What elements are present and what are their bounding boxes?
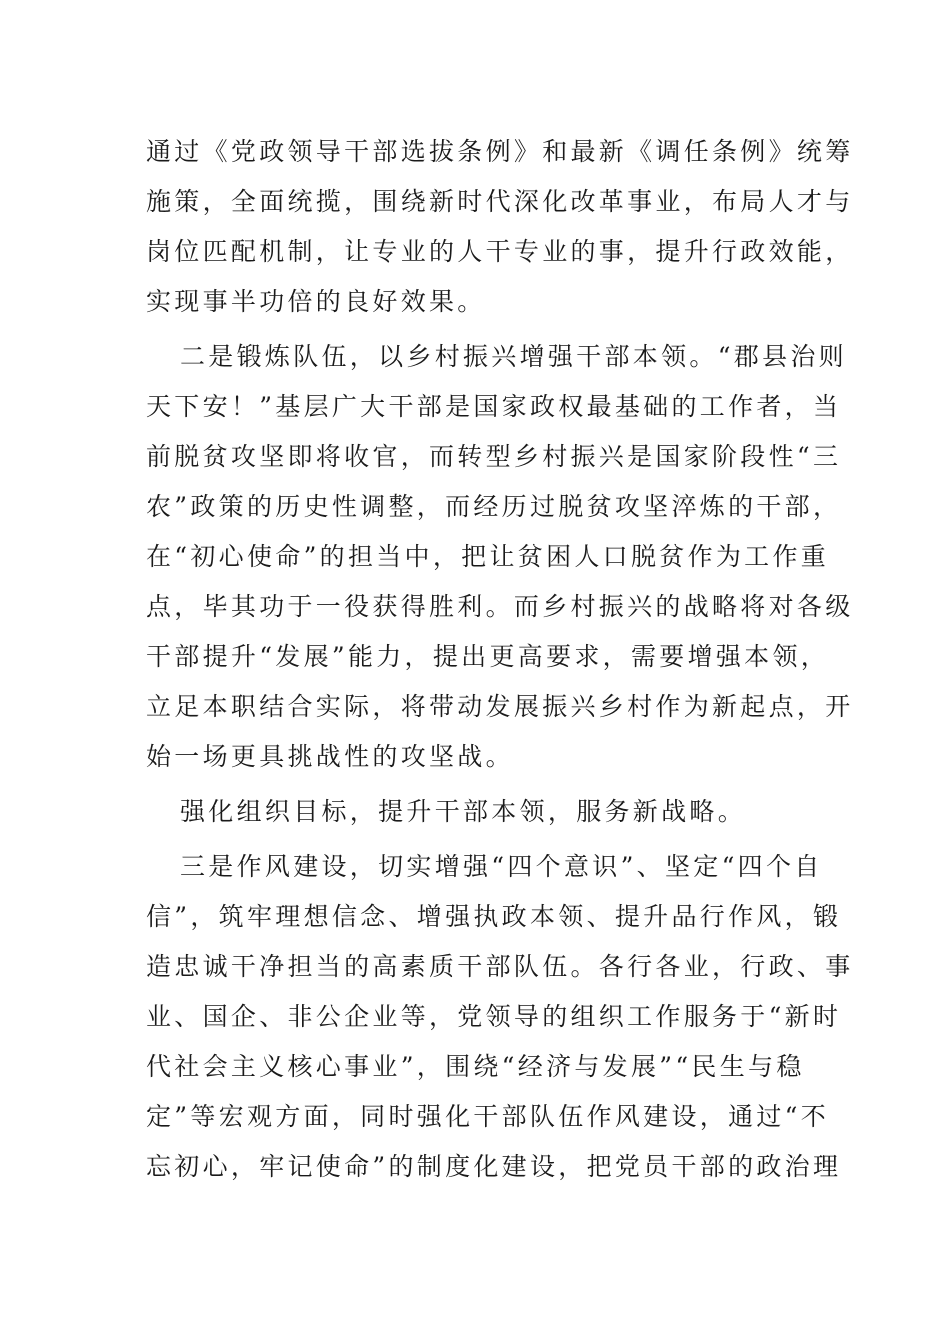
paragraph-first-line: 二是锻炼队伍，以乡村振兴增强干部本领。“郡县治则 [180, 342, 847, 371]
text-line: 天下安！”基层广大干部是国家政权最基础的工作者，当 [146, 392, 842, 421]
text-line: 定”等宏观方面，同时强化干部队伍作风建设，通过“不 [146, 1102, 830, 1131]
text-line: 业、国企、非公企业等，党领导的组织工作服务于“新时 [146, 1002, 842, 1031]
text-line: 在“初心使命”的担当中，把让贫困人口脱贫作为工作重 [146, 542, 830, 571]
text-line: 施策，全面统揽，围绕新时代深化改革事业，布局人才与 [146, 187, 854, 216]
text-line: 造忠诚干净担当的高素质干部队伍。各行各业，行政、事 [146, 952, 854, 981]
text-line: 立足本职结合实际，将带动发展振兴乡村作为新起点，开 [146, 692, 854, 721]
text-line: 点，毕其功于一役获得胜利。而乡村振兴的战略将对各级 [146, 592, 854, 621]
text-line: 代社会主义核心事业”，围绕“经济与发展”“民生与稳 [146, 1052, 805, 1081]
text-line: 始一场更具挑战性的攻坚战。 [146, 742, 514, 771]
text-line: 农”政策的历史性调整，而经历过脱贫攻坚淬炼的干部， [146, 492, 842, 521]
text-line: 前脱贫攻坚即将收官，而转型乡村振兴是国家阶段性“三 [146, 442, 842, 471]
text-line: 干部提升“发展”能力，提出更高要求，需要增强本领， [146, 642, 830, 671]
text-line: 通过《党政领导干部选拔条例》和最新《调任条例》统筹 [146, 137, 854, 166]
text-line: 信”，筑牢理想信念、增强执政本领、提升品行作风，锻 [146, 902, 842, 931]
paragraph-first-line: 强化组织目标，提升干部本领，服务新战略。 [180, 797, 747, 826]
text-line: 岗位匹配机制，让专业的人干专业的事，提升行政效能， [146, 237, 854, 266]
text-line: 实现事半功倍的良好效果。 [146, 287, 486, 316]
paragraph-first-line: 三是作风建设，切实增强“四个意识”、坚定“四个自 [180, 852, 823, 881]
text-line: 忘初心，牢记使命”的制度化建设，把党员干部的政治理 [146, 1152, 842, 1181]
